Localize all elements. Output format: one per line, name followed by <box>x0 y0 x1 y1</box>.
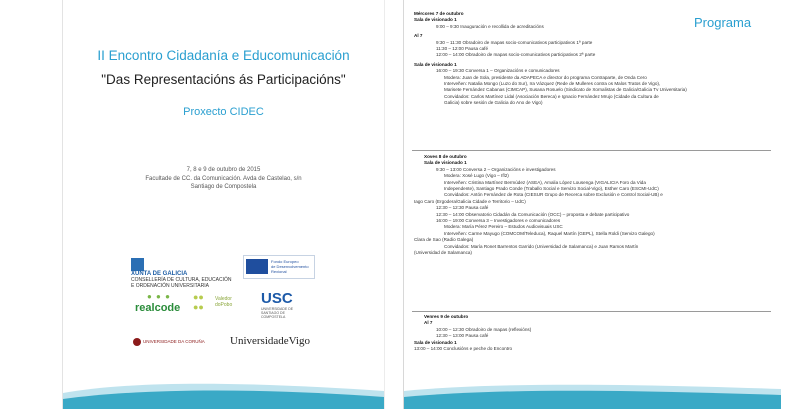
day1-line-2: 9:30 – 11:30 Obradoiro de mapas socio-comunicativos participativos 1ª parte <box>436 39 593 45</box>
program-page <box>403 0 781 409</box>
realcode-logo <box>133 290 188 320</box>
xunta-logo <box>131 258 241 289</box>
coruna-logo <box>133 338 205 346</box>
day3-line-1: 10:00 – 12:30 Obradoiro de mapas (reflexións) <box>436 326 532 332</box>
cover-title: II Encontro Cidadanía e Educomunicación <box>97 48 350 63</box>
xunta-dept-2: E ORDENACIÓN UNIVERSITARIA <box>131 283 209 289</box>
valedor-line-1: Valedor <box>215 296 232 302</box>
realcode-name: realcode <box>135 302 181 314</box>
day2-line-14: (Universidad de Salamanca) <box>414 250 472 256</box>
cover-wave-decoration <box>63 379 384 409</box>
day1-room-3: Sala de visionado 1 <box>414 61 457 67</box>
day2-line-12: Clara de Sao (Radio Galega) <box>414 237 474 243</box>
day1-line-4: 12:00 – 14:00 Obradoiro de mapas socio-comunicativos participativos 2ª parte <box>436 52 596 58</box>
eu-text-1: Fondo Europeo <box>271 259 299 264</box>
realcode-dots-icon: ● ● ● <box>147 292 171 301</box>
day3-block <box>414 314 531 352</box>
coruna-mark-icon <box>133 338 141 346</box>
day2-line-10: Modera: María Pérez Pereiro – Estudos Audiovisuais USC <box>444 224 563 230</box>
day1-block <box>414 11 687 107</box>
day2-line-1: 9:30 – 13:00 Conversa 2 – Organizacións e investigadores <box>436 166 556 172</box>
eu-flag-icon <box>246 259 268 274</box>
cover-venue-line: Facultade de CC. da Comunicación. Avda de Castelao, s/n <box>145 175 302 182</box>
valedor-dots-icon: ●● ●● <box>193 292 204 312</box>
day2-block <box>414 154 663 257</box>
day3-line-2: 12:30 – 13:00 Pausa café <box>436 333 489 339</box>
day1-line-3: 11:30 – 12:00 Pausa café <box>436 46 489 52</box>
day2-room-1: Sala de visionado 1 <box>424 160 467 166</box>
day3-room-2: Sala de visionado 1 <box>414 339 457 345</box>
usc-name: USC <box>261 290 293 307</box>
day1-line-9: Convidados: Carlos Martínez Lidal (Asociación Bereca) e Ignacio Fernández Mrujo (Cidade da Cultura de <box>444 93 659 99</box>
program-title: Programa <box>694 15 752 30</box>
cover-subtitle: "Das Representacións ás Participacións" <box>101 72 346 87</box>
cover-dates-line: 7, 8 e 9 de outubro de 2015 <box>186 167 261 173</box>
program-wave-decoration <box>404 379 781 409</box>
divider-1 <box>412 150 771 151</box>
xunta-name: XUNTA DE GALICIA <box>131 271 188 277</box>
day1-line-5: 16:00 – 19:30 Conversa 1 – Organizacións e comunicadores <box>436 68 560 74</box>
xunta-shield-icon <box>131 258 144 271</box>
day1-line-10: Galicia) sobre sesión de Galicia do Ano de Vigo) <box>444 100 543 106</box>
day2-line-4: Independente), Santiago Prado Conde (Traballo Social e Servizo Social-Vigo), Esther Caro (ESCMI-UdC) <box>444 186 659 192</box>
day2-line-8: 12:30 – 14:00 Observatorio Cidadán da Comunicación (OCC) – proposta e debate participativo <box>436 211 630 217</box>
cover-city-line: Santiago de Compostela <box>190 184 257 190</box>
day3-heading: Venres 9 de outubro <box>424 314 469 319</box>
cover-project: Proxecto CIDEC <box>183 106 264 118</box>
day2-line-3: Interveñen: Cristina Martínez Bermúdez (ASEA), Amalia López Lousenga (VIGALICIA Foro da Vida <box>444 179 646 185</box>
day2-line-13: Convidados: María Ronet Barrentos Garrido (Universidad de Salamanca) e Juan Ramos Martín <box>444 243 639 249</box>
day2-line-2: Modera: Xosé Lugo (Vigo – Ifl2) <box>444 173 509 179</box>
valedor-line-2: doPobo <box>215 302 233 308</box>
day1-line-8: Marisete Fernández Cabanas (CIMCAP), Susana Rosuelo (Sindicato de Xornalistas de Galicia/Galicia Tv Universitaria) <box>444 87 687 93</box>
usc-subtitle: UNIVERSIDADE DE SANTIAGO DE COMPOSTELA <box>261 307 294 319</box>
day2-line-11: Interveñen: Carme Mayugo (COMCOM/Teleduca), Raquel Martín (GEPL), Stella Roldi (Servizo Galego) <box>444 230 655 236</box>
day1-line-1: 9:00 – 9:30 Inauguración e recollida de acreditacións <box>436 23 544 29</box>
day2-line-5: Convidados: Antón Fernández de Rota (CIESUR Grupo de Recerca sobre Exclusión e Control Social-UB) e <box>444 192 663 198</box>
cover-page <box>62 0 385 409</box>
day2-heading: Xoves 8 de outubro <box>424 154 467 159</box>
day1-line-7: Interveñen: Natalia Mongo (Luzo do Sur), Ira Vázquez (Rede de Mulleres contra os Malos Tratos de Vigo), <box>444 81 661 87</box>
day1-room-2: Al 7 <box>414 33 423 39</box>
day2-line-7: 12:30 – 12:30 Pausa café <box>436 205 489 211</box>
xunta-dept-1: CONSELLERÍA DE CULTURA, EDUCACIÓN <box>131 277 232 283</box>
vigo-logo: UniversidadeVigo <box>230 335 310 347</box>
eu-fund-logo <box>243 255 315 279</box>
eu-text-2: de Desenvolvemento Rexional <box>271 264 309 274</box>
valedor-logo <box>193 292 253 322</box>
usc-logo <box>261 290 307 319</box>
coruna-name: UNIVERSIDADE DA CORUÑA <box>143 339 205 345</box>
day2-line-9: 16:00 – 19:00 Conversa 3 – Investigadores e comunicadores <box>436 218 561 224</box>
day1-heading: Mércores 7 de outubro <box>414 11 464 16</box>
day2-line-6: Iago Caro (Ergodera/Galicia Cidade e Territorio – UdC) <box>414 198 526 204</box>
cover-dates <box>63 166 384 192</box>
day3-line-3: 13:00 – 14:00 Conclusións e peche do Encontro <box>414 346 513 352</box>
day3-room-1: Al 7 <box>424 320 433 326</box>
day1-line-6: Modera: Juan de Sola, presidente da ADAPECA e director do programa Contraparte, de Onda Cero <box>444 74 647 80</box>
divider-2 <box>412 311 771 312</box>
day1-room-1: Sala de visionado 1 <box>414 17 457 23</box>
